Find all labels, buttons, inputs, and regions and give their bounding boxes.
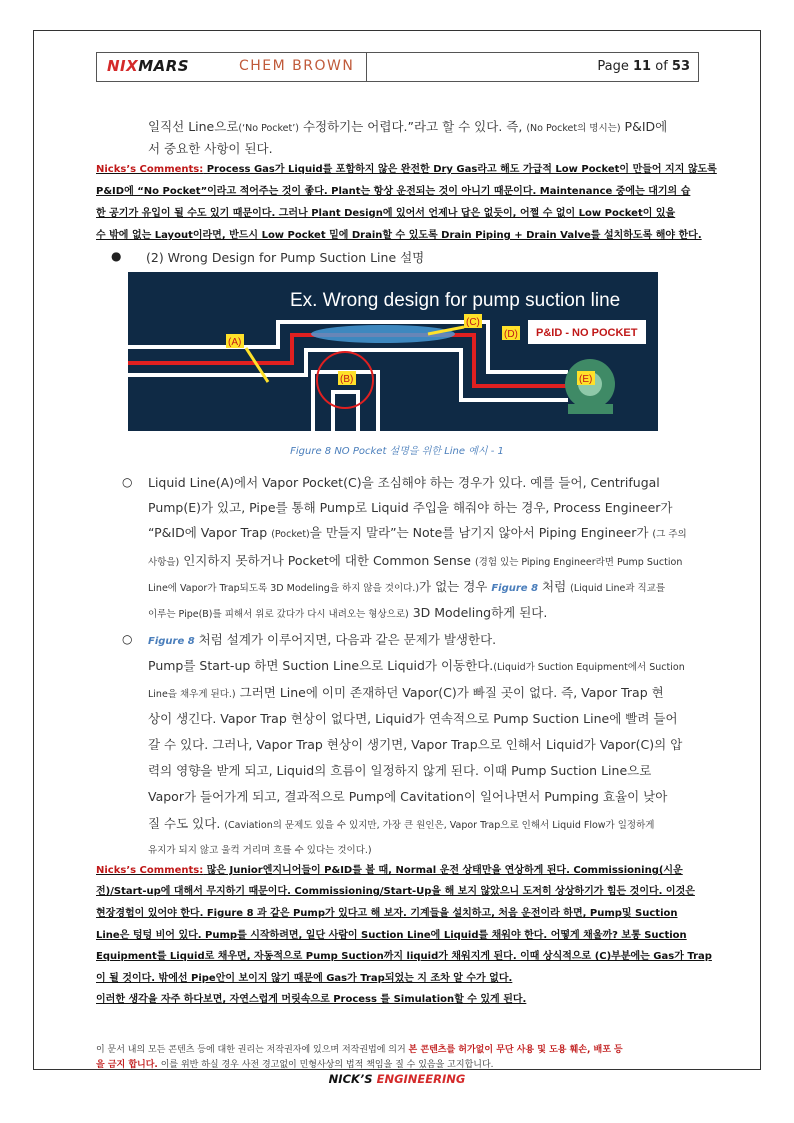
label-e: (E) (579, 374, 593, 385)
page-header (96, 52, 699, 82)
para1-line2: 서 중요한 사항이 된다. (148, 141, 273, 156)
item2-line6: 력의 영향을 받게 되고, Liquid의 흐름이 일정하지 않게 된다. 이때 Pump Suction Line으로 (148, 763, 652, 778)
nick-comment-2-line7: 이러한 생각을 자주 하다보면, 자연스럽게 머릿속으로 Process 를 Simulation할 수 있게 된다. (96, 994, 527, 1005)
copyright-line1: 이 문서 내의 모든 콘텐츠 등에 대한 권리는 저작권자에 있으며 저작권법에 의거 본 콘텐츠를 허가없이 무단 사용 및 도용 훼손, 배포 등 (96, 1045, 623, 1055)
figure-title: Ex. Wrong design for pump suction line (290, 290, 621, 311)
para1-line1: 일직선 Line으로(‘No Pocket’) 수정하기는 어렵다.”라고 할 수 있다. 즉, (No Pocket의 명시는) P&ID에 (148, 119, 668, 134)
nick-comment-2-line2: 전)/Start-up에 대해서 무지하기 때문이다. Commissioning/Start-Up을 해 보지 않았으니 도저히 상상하기가 힘든 것이다. 이것은 (96, 886, 695, 897)
item1-line2: Pump(E)가 있고, Pipe를 통해 Pump로 Liquid 주입을 해줘야 하는 경우, Process Engineer가 (148, 500, 673, 515)
page-number: Page 11 of 53 (597, 59, 690, 74)
header-divider (366, 53, 367, 81)
item2-line9: 유지가 되지 않고 울컥 거리며 흐를 수 있다는 것이다.) (148, 845, 372, 856)
nixmars-logo: NIXMARS (107, 57, 190, 75)
label-d: (D) (504, 329, 518, 340)
item2-line7: Vapor가 들어가게 되고, 결과적으로 Pump에 Cavitation이 일어나면서 Pumping 효율이 낮아 (148, 789, 668, 804)
bullet-dot-icon: ● (111, 249, 122, 263)
nick-comment-2-line6: 이 될 것이다. 밖에선 Pipe안이 보이지 않기 때문에 Gas가 Trap되었는 지 조차 알 수가 없다. (96, 973, 513, 984)
nick-comment-1-line4: 수 밖에 없는 Layout이라면, 반드시 Low Pocket 밑에 Drain할 수 있도록 Drain Piping + Drain Valve를 설치하도록 해야 한다. (96, 230, 702, 241)
circle-bullet-icon: ○ (122, 632, 133, 646)
item2-line5: 갈 수 있다. 그러나, Vapor Trap 현상이 생기면, Vapor Trap으로 인해서 Liquid가 Vapor(C)의 압 (148, 737, 683, 752)
item1-line1: Liquid Line(A)에서 Vapor Pocket(C)을 조심해야 하는 경우가 있다. 예를 들어, Centrifugal (148, 475, 660, 490)
label-b: (B) (340, 374, 354, 385)
nick-comment-2-line1: Nicks’s Comments: 많은 Junior엔지니어들이 P&ID를 볼 때, Normal 운전 상태만을 연상하게 된다. Commissioning(시운 (96, 865, 683, 876)
nick-comment-1-line3: 한 공기가 유입이 될 수도 있기 때문이다. 그러나 Plant Design에 있어서 언제나 답은 없듯이, 어쩔 수 없이 Low Pocket이 있을 (96, 208, 676, 219)
item2-line4: 상이 생긴다. Vapor Trap 현상이 없다면, Liquid가 연속적으로 Pump Suction Line에 빨려 들어 (148, 711, 678, 726)
label-a: (A) (228, 337, 242, 348)
item2-line8: 질 수도 있다. (Caviation의 문제도 있을 수 있지만, 가장 큰 원인은, Vapor Trap으로 인해서 Liquid Flow가 일정하게 (148, 816, 655, 831)
nick-comment-1-line2: P&ID에 “No Pocket”이라고 적어주는 것이 좋다. Plant는 항상 운전되는 것이 아니기 때문이다. Maintenance 중에는 대기의 습 (96, 186, 691, 197)
pump-suction-figure (128, 272, 658, 431)
nick-comment-2-line5: Equipment를 Liquid로 채우면, 자동적으로 Pump Suction까지 liquid가 채워지게 된다. 이때 상식적으로 (C)부분에는 Gas가 Trap (96, 951, 712, 962)
nick-comment-1-line1: Nicks’s Comments: Process Gas가 Liquid를 포함하지 않은 완전한 Dry Gas라고 해도 가급적 Low Pocket이 만들어 지지 않도록 (96, 164, 717, 175)
item1-line6: 이루는 Pipe(B)를 피해서 위로 갔다가 다시 내려오는 형상으로) 3D Modeling하게 된다. (148, 605, 548, 620)
pid-box-text: P&ID - NO POCKET (536, 327, 638, 339)
copyright-line2: 을 금지 합니다. 이를 위반 하실 경우 사전 경고없이 민형사상의 법적 책임을 질 수 있음을 고지합니다. (96, 1060, 494, 1070)
nick-comment-2-line3: 현장경험이 있어야 한다. Figure 8 과 같은 Pump가 있다고 해 보자. 기계들을 설치하고, 처음 운전이라 하면, Pump및 Suction (96, 908, 678, 919)
pump-base (568, 404, 613, 414)
chem-brown-logo: CHEM BROWN (239, 58, 355, 74)
item2-line2: Pump를 Start-up 하면 Suction Line으로 Liquid가 이동한다.(Liquid가 Suction Equipment에서 Suction (148, 658, 685, 673)
label-c: (C) (466, 317, 480, 328)
item1-line5: Line에 Vapor가 Trap되도록 3D Modeling을 하지 않을 것이다.)가 없는 경우 Figure 8 처럼 (Liquid Line과 직교를 (148, 579, 666, 594)
item1-line3: “P&ID에 Vapor Trap (Pocket)을 만들지 말라”는 Note를 남기지 않아서 Piping Engineer가 (그 주의 (148, 525, 687, 540)
nick-comment-2-line4: Line은 텅텅 비어 있다. Pump를 시작하려면, 일단 사람이 Suction Line에 Liquid를 채워야 한다. 어떻게 채울까? 보통 Suction (96, 930, 687, 941)
item2-line3: Line을 채우게 된다.) 그러면 Line에 이미 존재하던 Vapor(C)가 빠질 곳이 없다. 즉, Vapor Trap 현 (148, 685, 664, 700)
item2-line1: Figure 8 처럼 설계가 이루어지면, 다음과 같은 문제가 발생한다. (148, 632, 497, 647)
item1-line4: 사항을) 인지하지 못하거나 Pocket에 대한 Common Sense (경험 있는 Piping Engineer라면 Pump Suction (148, 553, 683, 568)
section-heading: (2) Wrong Design for Pump Suction Line 설명 (146, 250, 425, 265)
footer-brand: NICK’S ENGINEERING (328, 1072, 466, 1086)
circle-bullet-icon: ○ (122, 475, 133, 489)
figure-caption: Figure 8 NO Pocket 설명을 위한 Line 예시 - 1 (290, 446, 504, 457)
